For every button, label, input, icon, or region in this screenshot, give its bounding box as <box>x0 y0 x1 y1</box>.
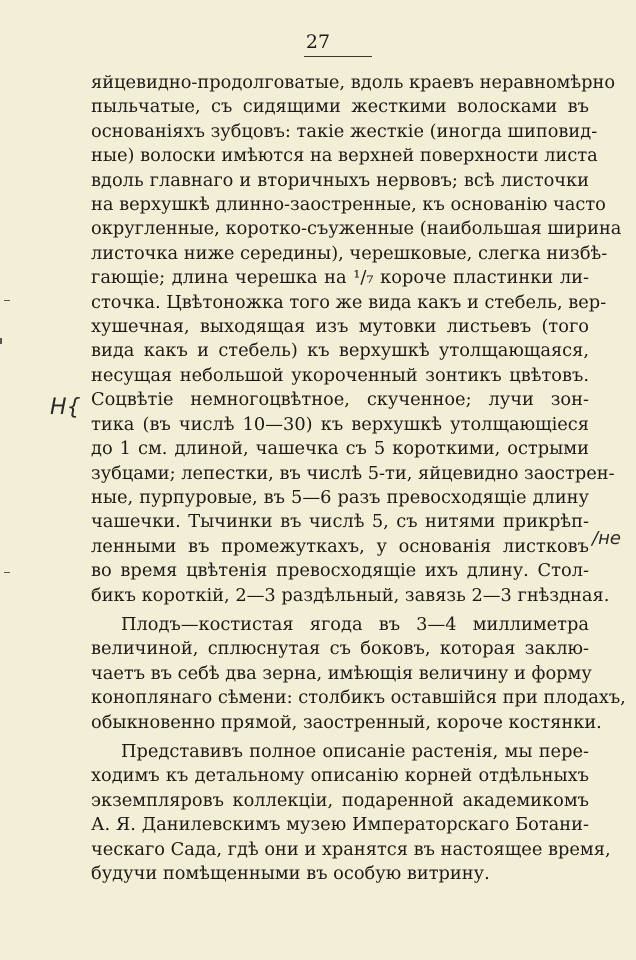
text-line: пыльчатые, съ сидящими жесткими волосками въ <box>91 96 589 118</box>
margin-mark <box>4 572 10 573</box>
text-line: на верхушкѣ длинно-заостренные, къ основанію часто <box>91 194 606 216</box>
text-line: гающіе; длина черешка на ¹/₇ короче пластинки ли- <box>91 267 589 289</box>
text-line: величиной, сплюснутая съ боковъ, которая заклю- <box>91 638 589 660</box>
text-line: обыкновенно прямой, заостренный, короче костянки. <box>91 711 602 733</box>
text-line: округленные, коротко-съуженные (наибольшая ширина <box>91 218 622 240</box>
page-number-rule <box>304 56 372 57</box>
text-line: Плодъ—костистая ягода въ 3—4 миллиметра <box>121 613 589 635</box>
text-line: чашечки. Тычинки въ числѣ 5, съ нитями прикрѣп- <box>91 511 589 533</box>
text-line: вида какъ и стебель) къ верхушкѣ утолщающаяся, <box>91 340 589 362</box>
text-line: зубцами; лепестки, въ числѣ 5-ти, яйцевидно заострен- <box>91 462 615 484</box>
text-line: несущая небольшой укороченный зонтикъ цвѣтовъ. <box>91 364 589 386</box>
text-line: А. Я. Данилевскимъ музею Императорскаго Ботани- <box>91 814 589 836</box>
text-line: сточка. Цвѣтоножка того же вида какъ и стебель, вер- <box>91 291 607 313</box>
text-line: ческаго Сада, гдѣ они и хранятся въ настоящее время, <box>91 838 611 860</box>
text-line: ходимъ къ детальному описанію корней отдѣльныхъ <box>91 765 589 787</box>
text-line: будучи помѣщенными въ особую витрину. <box>91 863 490 884</box>
left-margin-annotation: Н{ <box>50 395 81 420</box>
margin-mark <box>0 338 2 344</box>
text-line: экземпляровъ коллекціи, подаренной академикомъ <box>91 789 589 811</box>
text-line: Соцвѣтіе немногоцвѣтное, скученное; лучи зон- <box>91 389 589 411</box>
text-line: хушечная, выходящая изъ мутовки листьевъ (того <box>91 316 589 338</box>
right-margin-annotation: /не <box>592 528 621 549</box>
text-line: листочка ниже середины), черешковые, слегка низбѣ- <box>91 242 608 264</box>
text-line: коноплянаго сѣмени: столбикъ оставшійся при плодахъ, <box>91 687 626 709</box>
text-line: ные, пурпуровые, въ 5—6 разъ превосходящіе длину <box>91 486 589 508</box>
text-line: вдоль главнаго и вторичныхъ нервовъ; всѣ листочки <box>91 169 589 191</box>
text-line: до 1 см. длиной, чашечка съ 5 короткими, острыми <box>91 438 589 460</box>
text-line: бикъ короткій, 2—3 раздѣльный, завязь 2—3 гнѣздная. <box>91 584 610 606</box>
text-line: основаніяхъ зубцовъ: такіе жесткіе (иногда шиповид- <box>91 120 598 142</box>
text-line: Представивъ полное описаніе растенія, мы пере- <box>121 740 589 762</box>
text-line: тика (въ числѣ 10—30) къ верхушкѣ утолщающіеся <box>91 413 589 435</box>
text-line: ные) волоски имѣются на верхней поверхности листа <box>91 145 598 167</box>
text-line: во время цвѣтенія превосходящіе ихъ длину. Стол- <box>91 560 589 582</box>
page-number: 27 <box>305 31 331 53</box>
text-line: ленными въ промежуткахъ, у основанія листковъ <box>91 535 589 557</box>
text-block <box>91 71 626 886</box>
margin-mark <box>4 300 10 301</box>
text-line: яйцевидно-продолговатые, вдоль краевъ неравномѣрно <box>91 72 616 93</box>
text-line: чаетъ въ себѣ два зерна, имѣющія величину и форму <box>91 662 592 684</box>
